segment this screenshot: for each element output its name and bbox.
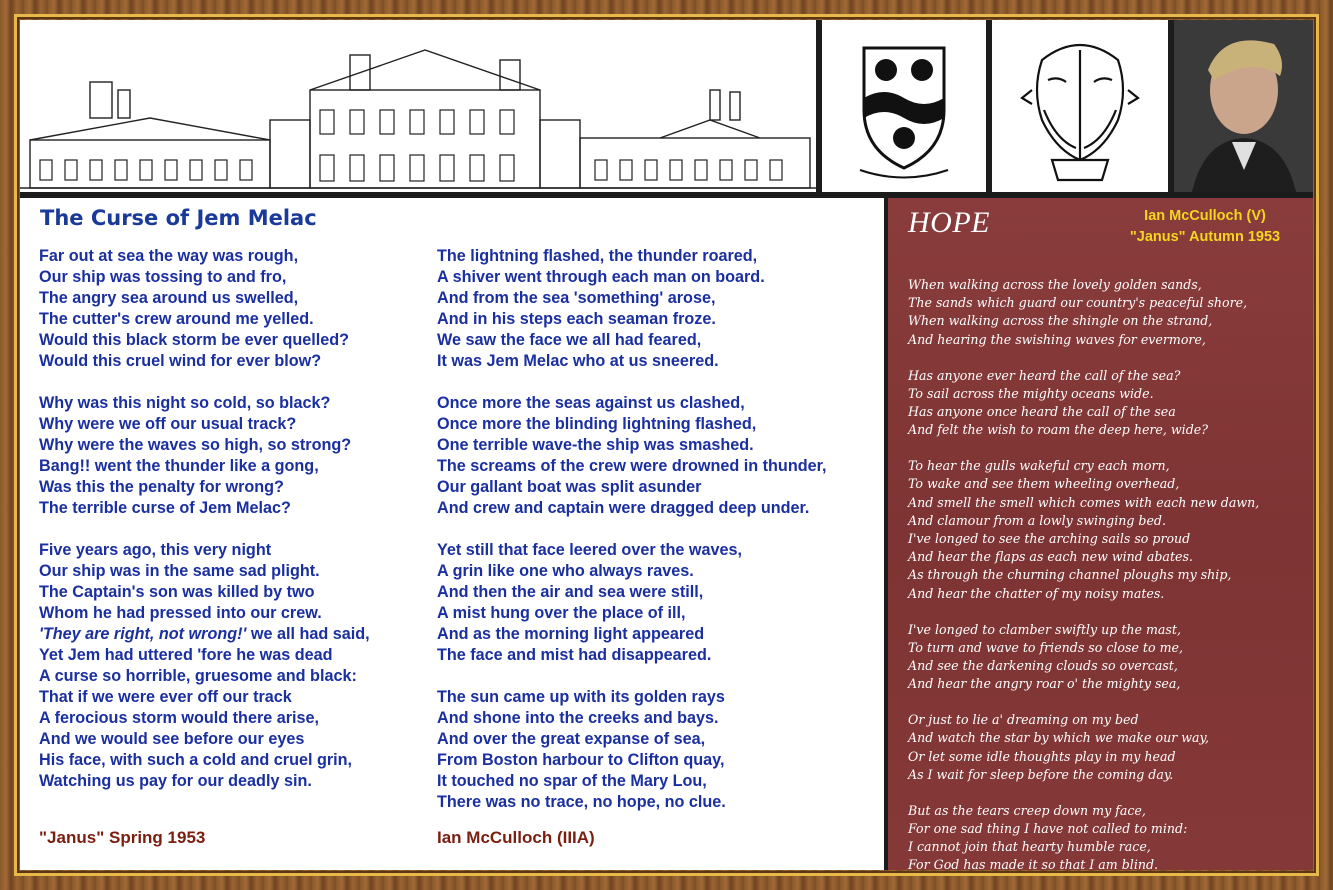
poem-line: And in his steps each seaman froze. <box>437 310 716 328</box>
poem-line: Once more the seas against us clashed, <box>437 394 745 412</box>
poem-line: And from the sea 'something' arose, <box>437 289 716 307</box>
poem-line: There was no trace, no hope, no clue. <box>437 793 726 811</box>
poem-line: Or just to lie a' dreaming on my bed <box>908 712 1139 728</box>
poem-line: As I wait for sleep before the coming day. <box>908 766 1174 782</box>
poem-line: And see the darkening clouds so overcast, <box>908 658 1178 674</box>
poem-line: The face and mist had disappeared. <box>437 646 712 664</box>
hope-poem-section <box>888 198 1313 870</box>
poem-line: It was Jem Melac who at us sneered. <box>437 352 719 370</box>
curse-column-2 <box>437 246 887 834</box>
poem-line: Why was this night so cold, so black? <box>39 394 331 412</box>
poem-line: A mist hung over the place of ill, <box>437 604 686 622</box>
poem-line: Watching us pay for our deadly sin. <box>39 772 312 790</box>
poem-line: One terrible wave-the ship was smashed. <box>437 436 754 454</box>
poem-line: As through the churning channel ploughs my ship, <box>908 567 1232 583</box>
poem-line: And smell the smell which comes with each new dawn, <box>908 494 1260 510</box>
stanza <box>908 621 1308 694</box>
hope-meta <box>1110 206 1300 248</box>
hope-source: "Janus" Autumn 1953 <box>1129 229 1281 245</box>
poem-line: The angry sea around us swelled, <box>39 289 299 307</box>
stanza <box>39 393 439 519</box>
poem-line: A shiver went through each man on board. <box>437 268 765 286</box>
poem-line: A curse so horrible, gruesome and black: <box>39 667 357 685</box>
stanza <box>39 540 439 792</box>
poem-line: The lightning flashed, the thunder roared, <box>437 247 758 265</box>
poem-line: And clamour from a lowly swinging bed. <box>908 512 1166 528</box>
poem-line: And watch the star by which we make our way, <box>908 730 1209 746</box>
poem-line: But as the tears creep down my face, <box>908 802 1146 818</box>
italic-quote: 'They are right, not wrong!' <box>39 625 247 643</box>
poem-line: To sail across the mighty oceans wide. <box>908 385 1154 401</box>
poem-line: A ferocious storm would there arise, <box>39 709 320 727</box>
header-strip <box>20 20 1313 192</box>
poem-line: Five years ago, this very night <box>39 541 272 559</box>
poem-line: And over the great expanse of sea, <box>437 730 706 748</box>
poem-line: Was this the penalty for wrong? <box>39 478 284 496</box>
poem-line: The Captain's son was killed by two <box>39 583 315 601</box>
stanza <box>39 246 439 372</box>
poem-line: Yet Jem had uttered 'fore he was dead <box>39 646 333 664</box>
portrait-photo <box>1174 20 1313 192</box>
poem-line: Whom he had pressed into our crew. <box>39 604 322 622</box>
curse-source-credit: "Janus" Spring 1953 <box>39 828 206 847</box>
stanza <box>908 711 1308 784</box>
poem-line: To turn and wave to friends so close to me, <box>908 639 1183 655</box>
poem-line: And hear the flaps as each new wind abates. <box>908 549 1193 565</box>
stanza <box>908 276 1308 349</box>
poem-line: Why were the waves so high, so strong? <box>39 436 352 454</box>
poem-line: His face, with such a cold and cruel grin, <box>39 751 353 769</box>
poem-line: That if we were ever off our track <box>39 688 292 706</box>
poem-line: To wake and see them wheeling overhead, <box>908 476 1180 492</box>
poem-line: Has anyone ever heard the call of the sea? <box>908 367 1181 383</box>
poem-line: And hearing the swishing waves for evermore, <box>908 331 1206 347</box>
poem-line-italic-mixed <box>39 624 439 645</box>
poem-line: From Boston harbour to Clifton quay, <box>437 751 725 769</box>
poem-line: I've longed to see the arching sails so proud <box>908 531 1191 547</box>
poem-line: I cannot join that hearty humble race, <box>908 839 1151 855</box>
hope-poem-body <box>908 276 1308 870</box>
poem-line: And then the air and sea were still, <box>437 583 704 601</box>
stanza <box>908 367 1308 440</box>
stanza <box>437 246 887 372</box>
stanza <box>908 802 1308 870</box>
school-crest <box>822 20 986 192</box>
poem-line: To hear the gulls wakeful cry each morn, <box>908 458 1170 474</box>
poem-line: Our gallant boat was split asunder <box>437 478 702 496</box>
poem-line: And as the morning light appeared <box>437 625 705 643</box>
poem-line: And hear the angry roar o' the mighty sea, <box>908 676 1181 692</box>
poem-line: A grin like one who always raves. <box>437 562 694 580</box>
poem-line: Would this black storm be ever quelled? <box>39 331 350 349</box>
poem-line: Once more the blinding lightning flashed, <box>437 415 757 433</box>
poem-line: And felt the wish to roam the deep here, wide? <box>908 422 1208 438</box>
page-content <box>20 20 1313 870</box>
janus-head-icon <box>992 20 1168 192</box>
hope-poem-title: HOPE <box>908 206 990 239</box>
stanza <box>437 540 887 666</box>
poem-line: The cutter's crew around me yelled. <box>39 310 314 328</box>
poem-line: The sun came up with its golden rays <box>437 688 725 706</box>
poem-line: Would this cruel wind for ever blow? <box>39 352 322 370</box>
poem-line: Why were we off our usual track? <box>39 415 297 433</box>
poem-line: For one sad thing I have not called to mind: <box>908 821 1188 837</box>
poem-line: I've longed to clamber swiftly up the mast, <box>908 621 1181 637</box>
poem-line: Or let some idle thoughts play in my head <box>908 748 1176 764</box>
poem-line: And crew and captain were dragged deep under. <box>437 499 810 517</box>
poem-line: Has anyone once heard the call of the sea <box>908 404 1176 420</box>
poem-line: When walking across the lovely golden sands, <box>908 277 1202 292</box>
poem-line: It touched no spar of the Mary Lou, <box>437 772 707 790</box>
curse-author-credit: Ian McCulloch (IIIA) <box>437 828 595 847</box>
poem-line: Yet still that face leered over the waves, <box>437 541 743 559</box>
poem-line: And hear the chatter of my noisy mates. <box>908 585 1165 601</box>
curse-poem-title: The Curse of Jem Melac <box>40 206 317 230</box>
curse-column-1 <box>39 246 439 813</box>
poem-line: The screams of the crew were drowned in thunder, <box>437 457 827 475</box>
house-illustration <box>20 20 816 192</box>
poem-line: The sands which guard our country's peaceful shore, <box>908 295 1248 311</box>
poem-line: And we would see before our eyes <box>39 730 305 748</box>
poem-line: And shone into the creeks and bays. <box>437 709 719 727</box>
poem-line: When walking across the shingle on the strand, <box>908 313 1213 329</box>
poem-line: For God has made it so that I am blind. <box>908 857 1159 870</box>
stanza <box>437 687 887 813</box>
stanza <box>437 393 887 519</box>
hope-author: Ian McCulloch (V) <box>1144 208 1266 224</box>
poem-line: The terrible curse of Jem Melac? <box>39 499 291 517</box>
poem-line: Our ship was tossing to and fro, <box>39 268 287 286</box>
poem-line: Far out at sea the way was rough, <box>39 247 299 265</box>
poem-line: Bang!! went the thunder like a gong, <box>39 457 319 475</box>
poem-line: Our ship was in the same sad plight. <box>39 562 320 580</box>
stanza <box>908 457 1308 603</box>
quote-rest: we all had said, <box>246 625 370 643</box>
curse-poem-section <box>20 198 884 870</box>
poem-line: We saw the face we all had feared, <box>437 331 702 349</box>
